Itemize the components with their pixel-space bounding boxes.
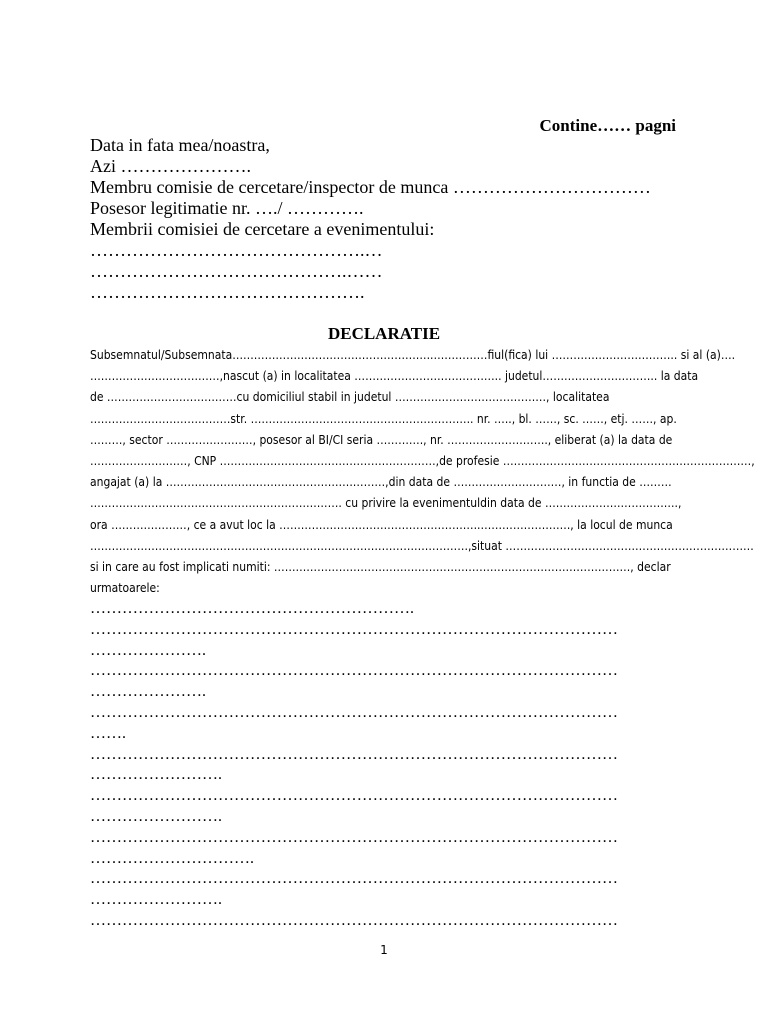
statement-line: ………………………………………………………………………………………	[90, 828, 618, 846]
statement-line: ………………….	[90, 641, 206, 659]
header-line: Azi ………………….	[90, 156, 251, 176]
header-line: Membru comisie de cercetare/inspector de munca ……………………………	[90, 177, 651, 197]
statement-line: …………………….	[90, 766, 222, 784]
statement-line: …………………….	[90, 807, 222, 825]
header-line: …………………………………….……	[90, 261, 383, 281]
statement-line: ………………………………………………………………………………………	[90, 662, 618, 680]
header-line: Data in fata mea/noastra,	[90, 135, 270, 155]
statement-line: ………………………………………………………………………………………	[90, 787, 618, 805]
body-line: …………………………………str. …………………………………………………….. nr. ….., bl. ……, sc. ……, etj. ……, ap.	[90, 411, 677, 426]
body-line: ………, sector ……………………, posesor al BI/CI seria …………., nr. ………………………., eliberat (a) la data de	[90, 432, 673, 447]
statement-line: ………………….	[90, 683, 206, 701]
page-count-label: Contine…… pagni	[539, 116, 676, 135]
body-line: ………………………………,nascut (a) in localitatea ………………………………….. judetul………………………….. la data	[90, 369, 699, 384]
page-number: 1	[380, 943, 388, 957]
header-block	[90, 135, 690, 303]
statement-line: ………………………………………………………………………………………	[90, 911, 618, 929]
header-line: Membrii comisiei de cercetare a evenimentului:	[90, 219, 435, 239]
statement-line: ………………………………………………………………………………………	[90, 745, 618, 763]
body-line: si in care au fost implicati̇ numiti̇: ………………………………………………………………………………………, declar	[90, 560, 671, 575]
declaration-body	[90, 345, 755, 599]
body-line: ora …………………, ce a avut loc la ………………………………………………..……………………., la locul de munca	[90, 517, 673, 532]
header-line: Posesor legitimatie nr. …./ ………….	[90, 198, 364, 218]
statement-line: ………………………………………………………………………………………	[90, 703, 618, 721]
statement-lines	[90, 599, 680, 932]
statement-line: …………………………………………………….	[90, 600, 414, 617]
body-line: Subsemnatul/Subsemnata………………………………………………..……………fiul(fica) lui …………………………….. si al (a)….	[90, 348, 736, 362]
statement-line: …….	[90, 724, 126, 742]
body-line: ………………………, CNP ……………………………………………………,de profesie ……………………………………………………………,	[90, 454, 755, 469]
header-line: ……………………………………….	[90, 282, 365, 302]
body-line: ……………………………………………………………. cu privire la evenimentuldin data de ……………………………….,	[90, 496, 682, 511]
body-line: ……………………………………………………………………………………………,situat ……………………………………………………………	[90, 538, 754, 553]
document-title: DECLARATIE	[327, 324, 441, 343]
header-line: ……………………………………….…	[90, 240, 383, 260]
body-line: de ………………………………cu domiciliul stabil in judetul ……………………………………, localitatea	[90, 390, 610, 405]
statement-line: ………………………………………………………………………………………	[90, 870, 618, 888]
body-line: angajat (a) la …………………………………………….………,din data de …………………………, in functi̇a de ………	[90, 475, 672, 490]
body-line: urmatoarele:	[90, 581, 160, 596]
statement-line: …………………….	[90, 891, 222, 909]
statement-line: ………………………….	[90, 849, 254, 867]
statement-line: ………………………………………………………………………………………	[90, 620, 618, 638]
